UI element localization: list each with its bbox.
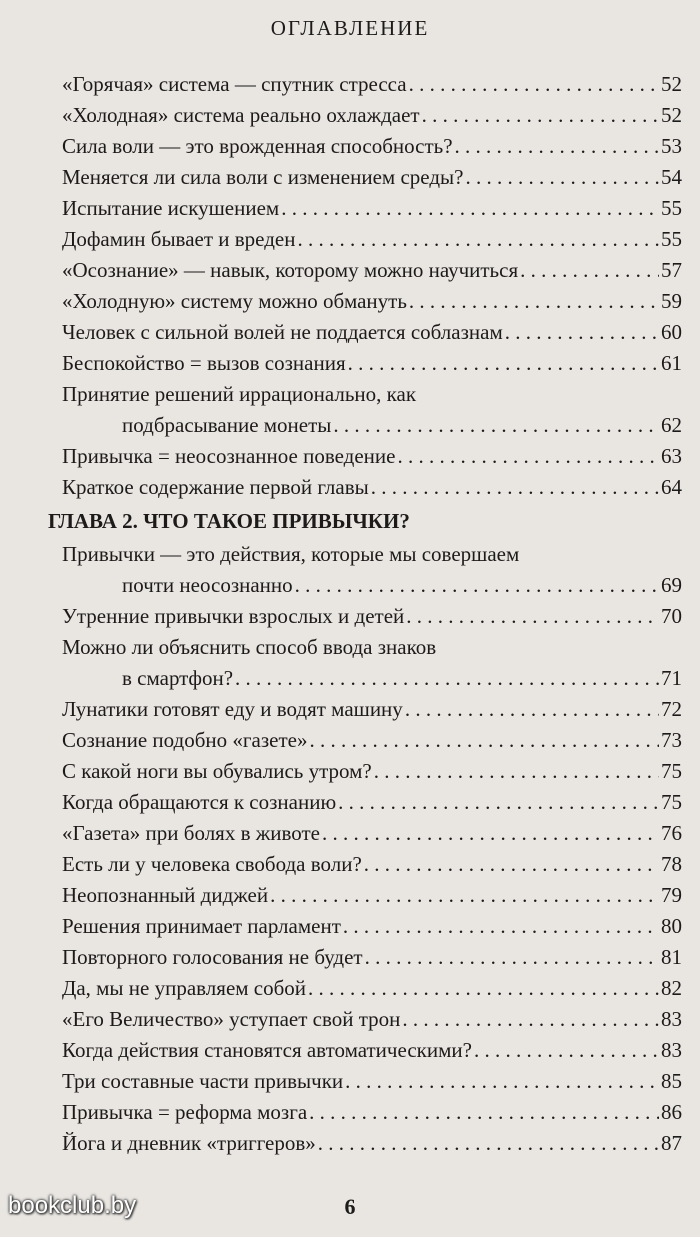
dot-leader: [406, 601, 659, 632]
toc-entry-title: Когда обращаются к сознанию: [62, 790, 337, 814]
dot-leader: [364, 849, 659, 880]
dot-leader: [374, 756, 659, 787]
toc-entry-title: Человек с сильной волей не поддается соблазнам: [62, 320, 503, 344]
toc-entry: [62, 880, 682, 911]
dot-leader: [405, 694, 659, 725]
toc-entry-title-line1: Привычки — это действия, которые мы совершаем: [62, 542, 520, 566]
page-number: 6: [344, 1194, 356, 1219]
toc-entry-line2: [62, 570, 682, 601]
toc-entry-title: «Горячая» система — спутник стресса: [62, 72, 407, 96]
toc-entry: [62, 1004, 682, 1035]
site-watermark: bookclub.by: [8, 1192, 137, 1219]
dot-leader: [409, 286, 659, 317]
toc-entry: [62, 69, 682, 100]
toc-entry: [62, 601, 682, 632]
toc-entry: [62, 849, 682, 880]
toc-entry-title: Сознание подобно «газете»: [62, 728, 308, 752]
toc-entry-page: 62: [661, 413, 682, 437]
toc-entry-title: Да, мы не управляем собой: [62, 976, 307, 1000]
toc-entry-page: 83: [661, 1007, 682, 1031]
toc-entry: [62, 131, 682, 162]
toc-entry-title-line1: Принятие решений иррационально, как: [62, 382, 417, 406]
toc-entry: [62, 162, 682, 193]
dot-leader: [235, 663, 659, 694]
toc-entry-title: С какой ноги вы обувались утром?: [62, 759, 372, 783]
table-of-contents: [48, 69, 682, 1159]
toc-entry: [62, 1066, 682, 1097]
toc-entry: [62, 694, 682, 725]
toc-entry: [62, 286, 682, 317]
dot-leader: [422, 100, 659, 131]
dot-leader: [318, 1128, 659, 1159]
toc-entry-page: 86: [661, 1100, 682, 1124]
toc-entry-title: Неопознанный диджей: [62, 883, 269, 907]
toc-entry-page: 72: [661, 697, 682, 721]
toc-entry-title: Испытание искушением: [62, 196, 280, 220]
toc-entry-title-line2: подбрасывание монеты: [122, 413, 332, 437]
toc-entry-title: Утренние привычки взрослых и детей: [62, 604, 405, 628]
toc-entry-page: 82: [661, 976, 682, 1000]
toc-entry-page: 53: [661, 134, 682, 158]
dot-leader: [270, 880, 659, 911]
toc-entry-line2: [62, 663, 682, 694]
toc-entry: [62, 193, 682, 224]
toc-entry: [62, 441, 682, 472]
toc-entry: [62, 942, 682, 973]
toc-entry-page: 55: [661, 227, 682, 251]
dot-leader: [308, 973, 659, 1004]
toc-entry: [62, 317, 682, 348]
dot-leader: [333, 410, 659, 441]
toc-entry-title-line2: в смартфон?: [122, 666, 234, 690]
toc-entry-page: 70: [661, 604, 682, 628]
toc-entry: [62, 973, 682, 1004]
dot-leader: [371, 472, 659, 503]
toc-entry: [62, 1035, 682, 1066]
toc-entry-title: «Холодная» система реально охлаждает: [62, 103, 420, 127]
toc-entry-multiline: [62, 632, 682, 694]
toc-entry-line2: [62, 410, 682, 441]
dot-leader: [465, 162, 659, 193]
toc-entry-page: 61: [661, 351, 682, 375]
toc-entry: [62, 911, 682, 942]
toc-entry-page: 55: [661, 196, 682, 220]
toc-entry-page: 78: [661, 852, 682, 876]
toc-entry-page: 57: [661, 258, 682, 282]
dot-leader: [297, 224, 659, 255]
dot-leader: [505, 317, 659, 348]
toc-entry-page: 59: [661, 289, 682, 313]
toc-entry-title: Беспокойство = вызов сознания: [62, 351, 346, 375]
toc-entry-page: 69: [661, 573, 682, 597]
toc-group-1: [62, 69, 682, 503]
dot-leader: [295, 570, 659, 601]
dot-leader: [309, 725, 659, 756]
dot-leader: [322, 818, 659, 849]
toc-entry-title: Привычка = неосознанное поведение: [62, 444, 396, 468]
toc-entry-page: 64: [661, 475, 682, 499]
toc-entry-title: Лунатики готовят еду и водят машину: [62, 697, 403, 721]
dot-leader: [474, 1035, 659, 1066]
toc-entry-title: Сила воли — это врожденная способность?: [62, 134, 453, 158]
dot-leader: [397, 441, 659, 472]
toc-entry-title: Йога и дневник «триггеров»: [62, 1131, 316, 1155]
toc-entry-title: «Осознание» — навык, которому можно научиться: [62, 258, 519, 282]
dot-leader: [281, 193, 659, 224]
page-header: ОГЛАВЛЕНИЕ: [270, 16, 430, 40]
toc-entry: [62, 255, 682, 286]
toc-entry-title: «Его Величество» уступает свой трон: [62, 1007, 401, 1031]
dot-leader: [520, 255, 659, 286]
toc-group-2: [62, 539, 682, 1159]
toc-entry: [62, 818, 682, 849]
toc-entry-page: 60: [661, 320, 682, 344]
dot-leader: [309, 1097, 659, 1128]
toc-entry-title-line1: Можно ли объяснить способ ввода знаков: [62, 635, 437, 659]
toc-entry-title: Дофамин бывает и вреден: [62, 227, 296, 251]
toc-entry-page: 87: [661, 1131, 682, 1155]
dot-leader: [409, 69, 659, 100]
toc-entry-multiline: [62, 539, 682, 601]
toc-entry-title: Привычка = реформа мозга: [62, 1100, 308, 1124]
toc-entry-page: 71: [661, 666, 682, 690]
toc-entry-title-line2: почти неосознанно: [122, 573, 293, 597]
toc-entry-page: 79: [661, 883, 682, 907]
toc-entry-title: «Газета» при болях в животе: [62, 821, 320, 845]
chapter-heading: ГЛАВА 2. ЧТО ТАКОЕ ПРИВЫЧКИ?: [48, 509, 410, 533]
toc-entry-page: 73: [661, 728, 682, 752]
toc-entry-page: 54: [661, 165, 682, 189]
toc-entry-page: 52: [661, 72, 682, 96]
toc-entry: [62, 787, 682, 818]
dot-leader: [402, 1004, 659, 1035]
dot-leader: [345, 1066, 659, 1097]
toc-entry-page: 81: [661, 945, 682, 969]
dot-leader: [343, 911, 659, 942]
toc-entry-page: 76: [661, 821, 682, 845]
toc-entry-title: «Холодную» систему можно обмануть: [62, 289, 407, 313]
dot-leader: [455, 131, 659, 162]
toc-entry-title: Меняется ли сила воли с изменением среды?: [62, 165, 464, 189]
toc-entry-title: Повторного голосования не будет: [62, 945, 363, 969]
dot-leader: [338, 787, 659, 818]
dot-leader: [365, 942, 659, 973]
toc-entry: [62, 100, 682, 131]
dot-leader: [348, 348, 659, 379]
toc-entry: [62, 756, 682, 787]
toc-entry: [62, 224, 682, 255]
toc-entry-page: 80: [661, 914, 682, 938]
toc-entry-page: 75: [661, 790, 682, 814]
toc-entry-page: 83: [661, 1038, 682, 1062]
toc-entry: [62, 1097, 682, 1128]
toc-entry-page: 75: [661, 759, 682, 783]
toc-entry-title: Решения принимает парламент: [62, 914, 341, 938]
toc-entry-title: Краткое содержание первой главы: [62, 475, 369, 499]
toc-entry: [62, 348, 682, 379]
toc-entry-page: 63: [661, 444, 682, 468]
toc-entry-title: Есть ли у человека свобода воли?: [62, 852, 362, 876]
toc-entry: [62, 1128, 682, 1159]
toc-entry: [62, 725, 682, 756]
toc-entry-title: Когда действия становятся автоматическими?: [62, 1038, 472, 1062]
toc-entry-title: Три составные части привычки: [62, 1069, 344, 1093]
toc-entry-multiline: [62, 379, 682, 441]
toc-entry: [62, 472, 682, 503]
toc-entry-page: 85: [661, 1069, 682, 1093]
toc-entry-page: 52: [661, 103, 682, 127]
